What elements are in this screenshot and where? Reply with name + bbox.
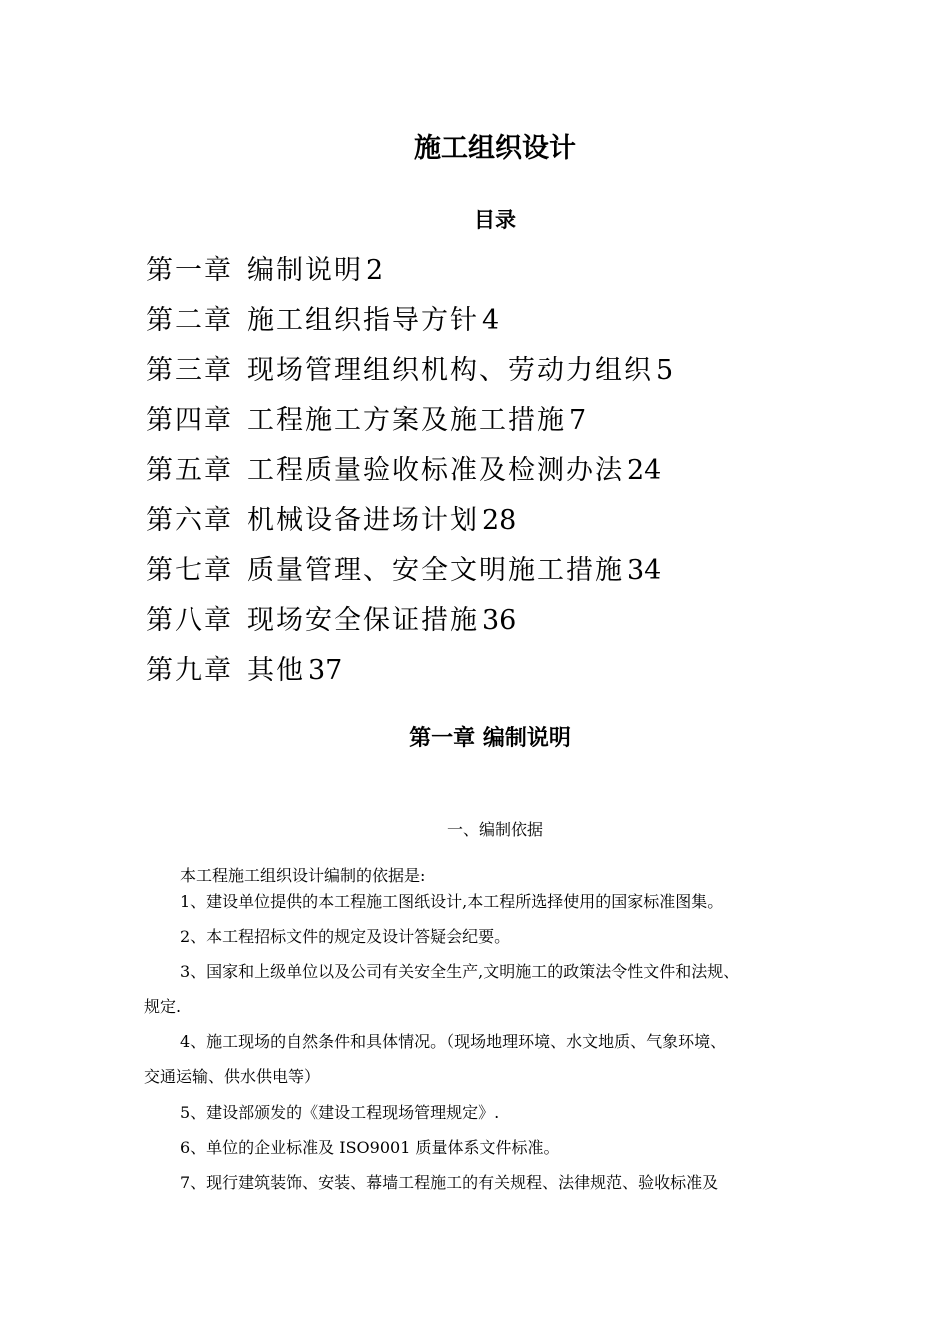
basis-item-2: 2、本工程招标文件的规定及设计答疑会纪要。 <box>180 927 511 946</box>
toc-page-number: 36 <box>482 605 517 636</box>
basis-item-6: 6、单位的企业标准及 ISO9001 质量体系文件标准。 <box>180 1138 560 1157</box>
chapter-heading: 第一章 编制说明 <box>409 726 571 751</box>
toc-item[interactable] <box>146 249 673 299</box>
toc-chapter-number: 第四章 <box>146 405 233 436</box>
intro-paragraph: 本工程施工组织设计编制的依据是: <box>180 866 426 885</box>
basis-item-7: 7、现行建筑装饰、安装、幕墙工程施工的有关规程、法律规范、验收标准及 <box>180 1173 719 1192</box>
basis-item-3-line-1: 3、国家和上级单位以及公司有关安全生产,文明施工的政策法令性文件和法规、 <box>180 962 740 981</box>
toc-chapter-title: 现场管理组织机构、劳动力组织 <box>247 355 653 386</box>
toc-chapter-number: 第二章 <box>146 305 233 336</box>
toc-item[interactable] <box>146 499 673 549</box>
toc-chapter-title: 工程质量验收标准及检测办法 <box>247 455 624 486</box>
toc-title: 目录 <box>474 208 516 232</box>
toc-item[interactable] <box>146 349 673 399</box>
toc-item[interactable] <box>146 549 673 599</box>
toc-chapter-title: 其他 <box>247 655 305 686</box>
toc-chapter-number: 第三章 <box>146 355 233 386</box>
toc-page-number: 4 <box>482 305 500 336</box>
table-of-contents <box>146 249 673 699</box>
toc-chapter-number: 第六章 <box>146 505 233 536</box>
toc-item[interactable] <box>146 599 673 649</box>
toc-page-number: 5 <box>656 355 674 386</box>
toc-page-number: 34 <box>627 555 662 586</box>
toc-page-number: 37 <box>308 655 343 686</box>
toc-chapter-number: 第七章 <box>146 555 233 586</box>
toc-chapter-number: 第八章 <box>146 605 233 636</box>
basis-item-3-line-2: 规定. <box>144 997 182 1016</box>
toc-item[interactable] <box>146 449 673 499</box>
toc-chapter-number: 第五章 <box>146 455 233 486</box>
toc-page-number: 24 <box>627 455 662 486</box>
toc-page-number: 7 <box>569 405 587 436</box>
toc-chapter-title: 工程施工方案及施工措施 <box>247 405 566 436</box>
toc-page-number: 2 <box>366 255 384 286</box>
toc-item[interactable] <box>146 649 673 699</box>
document-title: 施工组织设计 <box>414 133 576 164</box>
basis-item-4-line-2: 交通运输、供水供电等） <box>144 1067 321 1086</box>
toc-chapter-title: 质量管理、安全文明施工措施 <box>247 555 624 586</box>
basis-item-5: 5、建设部颁发的《建设工程现场管理规定》. <box>180 1103 500 1122</box>
section-heading: 一、编制依据 <box>446 820 543 839</box>
toc-item[interactable] <box>146 299 673 349</box>
basis-item-4-line-1: 4、施工现场的自然条件和具体情况。（现场地理环境、水文地质、气象环境、 <box>180 1032 727 1051</box>
toc-chapter-title: 现场安全保证措施 <box>247 605 479 636</box>
toc-chapter-title: 编制说明 <box>247 255 363 286</box>
toc-chapter-number: 第一章 <box>146 255 233 286</box>
toc-item[interactable] <box>146 399 673 449</box>
toc-chapter-title: 机械设备进场计划 <box>247 505 479 536</box>
basis-item-1: 1、建设单位提供的本工程施工图纸设计,本工程所选择使用的国家标准图集。 <box>180 892 724 911</box>
toc-chapter-number: 第九章 <box>146 655 233 686</box>
toc-chapter-title: 施工组织指导方针 <box>247 305 479 336</box>
toc-page-number: 28 <box>482 505 517 536</box>
